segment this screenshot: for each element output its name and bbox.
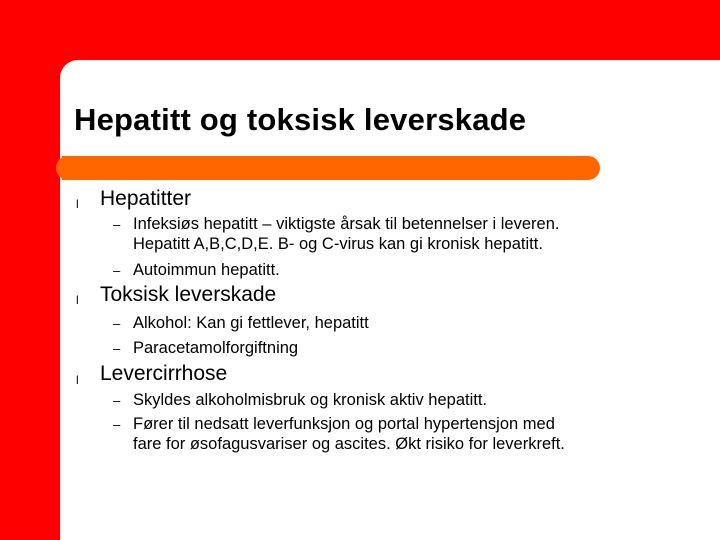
bullet-heading: Levercirrhose (100, 362, 228, 385)
bullet-icon: l (76, 293, 79, 307)
bullet-heading: Toksisk leverskade (100, 283, 277, 306)
sub-bullet-item (133, 390, 693, 410)
sub-bullet-line: Hepatitt A,B,C,D,E. B- og C-virus kan gi kronisk hepatitt. (133, 235, 543, 253)
sub-bullet-line: Fører til nedsatt leverfunksjon og portal hypertensjon med (133, 415, 555, 433)
bullet-icon: l (76, 373, 79, 387)
dash-icon: – (113, 341, 121, 356)
dash-icon: – (113, 263, 121, 278)
sub-bullet-item (133, 313, 693, 333)
sub-bullet-line: Autoimmun hepatitt. (133, 261, 280, 279)
sub-bullet-item (133, 338, 693, 358)
sub-bullet-line: Alkohol: Kan gi fettlever, hepatitt (133, 314, 369, 332)
sub-bullet-item (133, 260, 693, 280)
sub-bullet-line: Skyldes alkoholmisbruk og kronisk aktiv hepatitt. (133, 391, 487, 409)
sub-bullet-line: Paracetamolforgiftning (133, 339, 299, 357)
bullet-heading: Hepatitter (100, 187, 192, 210)
sub-bullet-line: Infeksiøs hepatitt – viktigste årsak til betennelser i leveren. (133, 215, 560, 233)
dash-icon: – (113, 393, 121, 408)
sub-bullet-item (133, 414, 693, 454)
sub-bullet-item (133, 214, 693, 254)
sub-bullet-line: fare for øsofagusvariser og ascites. Økt risiko for leverkreft. (133, 435, 565, 453)
bullet-icon: l (76, 197, 79, 211)
dash-icon: – (113, 417, 121, 432)
dash-icon: – (113, 316, 121, 331)
slide-title: Hepatitt og toksisk leverskade (74, 102, 527, 137)
dash-icon: – (113, 217, 121, 232)
